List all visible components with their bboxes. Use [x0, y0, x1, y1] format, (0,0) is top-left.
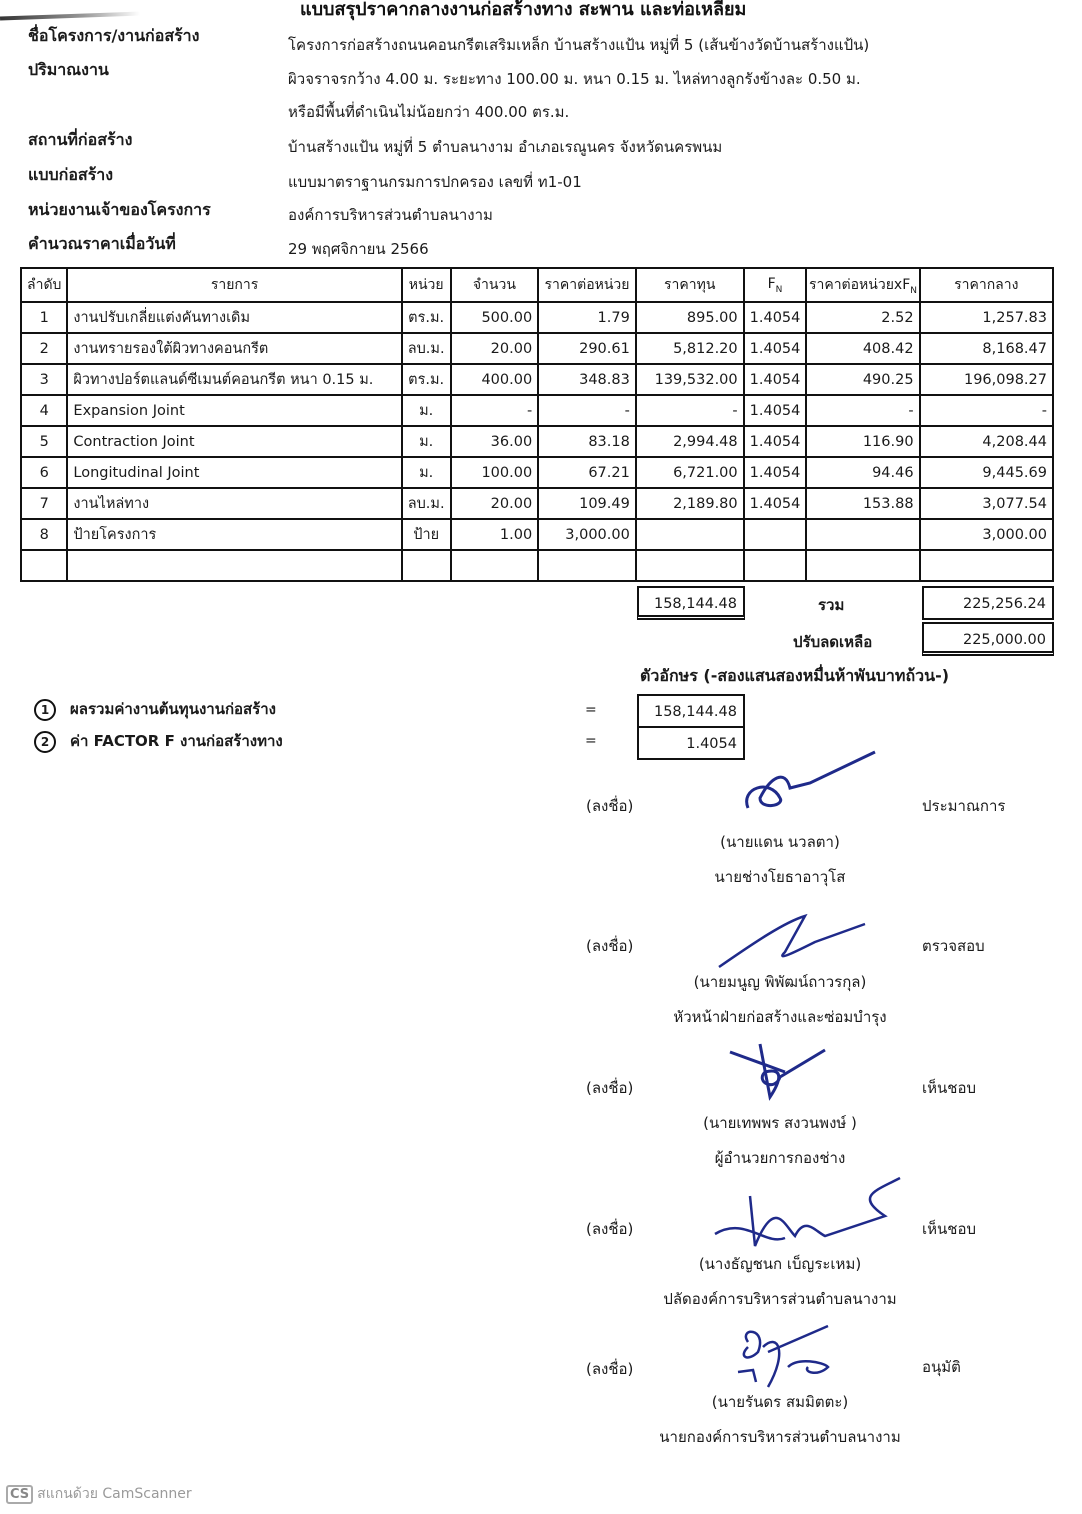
sum-label: รวม — [818, 596, 845, 614]
summary-eq-1: = — [585, 702, 597, 718]
cost-total: 158,144.48 — [637, 586, 745, 620]
header-unit: หน่วย — [402, 268, 451, 302]
table-row — [21, 333, 1053, 364]
camscanner-text: สแกนด้วย CamScanner — [37, 1486, 192, 1502]
cell-cost: 5,812.20 — [636, 333, 744, 364]
cell-cost: 2,189.80 — [636, 488, 744, 519]
field-value-quantity: ผิวจราจรกว้าง 4.00 ม. ระยะทาง 100.00 ม. หนา 0.15 ม. ไหล่ทางลูกรังข้างละ 0.50 ม. — [288, 70, 861, 88]
signature-3-name: (นายเทพพร สงวนพงษ์ ) — [703, 1114, 857, 1132]
cell-unit: ม. — [402, 426, 451, 457]
signature-1-name: (นายแดน นวลตา) — [720, 833, 840, 851]
cell-unit-price-fn — [806, 550, 919, 581]
cell-qty: 20.00 — [451, 333, 539, 364]
cell-median: 4,208.44 — [920, 426, 1053, 457]
header-cost: ราคาทุน — [636, 268, 744, 302]
table-row — [21, 426, 1053, 457]
scan-edge-mark — [0, 12, 140, 21]
circled-number-1: 1 — [34, 699, 56, 721]
signature-2-name: (นายมนูญ พิพัฒน์ถาวรกุล) — [693, 973, 867, 991]
signature-4-role: เห็นชอบ — [922, 1220, 976, 1238]
cell-no: 4 — [21, 395, 67, 426]
adjusted-label: ปรับลดเหลือ — [793, 633, 873, 651]
cell-no: 5 — [21, 426, 67, 457]
cell-fn: 1.4054 — [744, 488, 807, 519]
header-qty: จำนวน — [451, 268, 539, 302]
cell-unit-price — [538, 550, 636, 581]
cell-unit: ม. — [402, 457, 451, 488]
cell-qty: 36.00 — [451, 426, 539, 457]
field-label-owner: หน่วยงานเจ้าของโครงการ — [28, 200, 211, 219]
field-label-location: สถานที่ก่อสร้าง — [28, 130, 133, 149]
header-unit-price-fn — [806, 268, 919, 302]
cell-no: 2 — [21, 333, 67, 364]
cell-unit: ตร.ม. — [402, 302, 451, 333]
field-value-date: 29 พฤศจิกายน 2566 — [288, 240, 429, 258]
cell-unit: ลบ.ม. — [402, 488, 451, 519]
cell-unit: ป้าย — [402, 519, 451, 550]
header-unit-price-fn-sub: N — [910, 285, 917, 296]
table-row — [21, 519, 1053, 550]
cell-qty: 20.00 — [451, 488, 539, 519]
cost-table — [20, 267, 1054, 582]
field-value-owner: องค์การบริหารส่วนตำบลนางาม — [288, 206, 493, 224]
signature-2-role: ตรวจสอบ — [922, 937, 985, 955]
cell-unit-price-fn: 94.46 — [806, 457, 919, 488]
header-unit-price-fn-text: ราคาต่อหน่วยxF — [808, 277, 911, 293]
cell-unit — [402, 550, 451, 581]
cell-unit-price: 67.21 — [538, 457, 636, 488]
cell-qty — [451, 550, 539, 581]
cell-unit-price-fn: 408.42 — [806, 333, 919, 364]
cell-item: งานทรายรองใต้ผิวทางคอนกรีต — [67, 333, 401, 364]
signature-1-role: ประมาณการ — [922, 797, 1006, 815]
summary-item-1-label: ผลรวมค่างานต้นทุนงานก่อสร้าง — [70, 700, 276, 718]
field-value-location: บ้านสร้างแป้น หมู่ที่ 5 ตำบลนางาม อำเภอเรณูนคร จังหวัดนครพนม — [288, 138, 723, 156]
cell-fn: 1.4054 — [744, 333, 807, 364]
document-title: แบบสรุปราคากลางงานก่อสร้างทาง สะพาน และท่อเหลี่ยม — [300, 0, 747, 20]
cell-fn: 1.4054 — [744, 395, 807, 426]
cell-qty: 100.00 — [451, 457, 539, 488]
field-label-project: ชื่อโครงการ/งานก่อสร้าง — [28, 26, 200, 45]
camscanner-logo-icon: CS — [6, 1485, 33, 1504]
table-row — [21, 550, 1053, 581]
cell-cost: 895.00 — [636, 302, 744, 333]
signature-3-role: เห็นชอบ — [922, 1079, 976, 1097]
signature-3-position: ผู้อำนวยการกองช่าง — [714, 1149, 846, 1167]
cell-median — [920, 550, 1053, 581]
cell-no: 1 — [21, 302, 67, 333]
table-row — [21, 488, 1053, 519]
cell-unit: ลบ.ม. — [402, 333, 451, 364]
signature-1-position: นายช่างโยธาอาวุโส — [714, 868, 846, 886]
cell-unit-price: 83.18 — [538, 426, 636, 457]
sum-value: 225,256.24 — [922, 586, 1054, 620]
signature-4-scribble — [705, 1176, 905, 1256]
cell-cost: - — [636, 395, 744, 426]
cell-median: 8,168.47 — [920, 333, 1053, 364]
signature-2-prefix: (ลงชื่อ) — [586, 937, 634, 955]
cell-unit-price: - — [538, 395, 636, 426]
cell-unit: ตร.ม. — [402, 364, 451, 395]
circled-number-2: 2 — [34, 731, 56, 753]
signature-3-prefix: (ลงชื่อ) — [586, 1079, 634, 1097]
cell-unit-price-fn: 153.88 — [806, 488, 919, 519]
signature-5-prefix: (ลงชื่อ) — [586, 1360, 634, 1378]
cell-fn — [744, 519, 807, 550]
cell-median: - — [920, 395, 1053, 426]
summary-item-1 — [34, 697, 276, 721]
cell-fn: 1.4054 — [744, 457, 807, 488]
header-fn — [744, 268, 807, 302]
header-fn-text: F — [767, 275, 776, 292]
cell-no: 6 — [21, 457, 67, 488]
signature-5-position: นายกองค์การบริหารส่วนตำบลนางาม — [659, 1428, 901, 1446]
cell-unit-price: 290.61 — [538, 333, 636, 364]
signature-1-prefix: (ลงชื่อ) — [586, 797, 634, 815]
summary-item-2-label: ค่า FACTOR F งานก่อสร้างทาง — [70, 732, 283, 750]
signature-4-position: ปลัดองค์การบริหารส่วนตำบลนางาม — [663, 1290, 897, 1308]
cell-cost — [636, 519, 744, 550]
cell-no: 3 — [21, 364, 67, 395]
cell-no — [21, 550, 67, 581]
cell-item: Longitudinal Joint — [67, 457, 401, 488]
cell-median: 3,000.00 — [920, 519, 1053, 550]
summary-value-1: 158,144.48 — [637, 694, 745, 728]
cell-median: 9,445.69 — [920, 457, 1053, 488]
cell-item: งานปรับเกลี่ยแต่งคันทางเดิม — [67, 302, 401, 333]
table-header-row — [21, 268, 1053, 302]
field-value-design: แบบมาตราฐานกรมการปกครอง เลขที่ ท1-01 — [288, 173, 582, 191]
cell-unit: ม. — [402, 395, 451, 426]
cell-unit-price-fn — [806, 519, 919, 550]
signature-3-scribble — [725, 1042, 835, 1102]
cell-item: งานไหล่ทาง — [67, 488, 401, 519]
signature-5-role: อนุมัติ — [922, 1358, 961, 1376]
header-fn-sub: N — [775, 284, 783, 295]
summary-item-2 — [34, 729, 283, 753]
signature-5-name: (นายรันดร สมมิตตะ) — [711, 1393, 849, 1411]
cell-unit-price-fn: 2.52 — [806, 302, 919, 333]
table-row — [21, 457, 1053, 488]
cell-unit-price: 109.49 — [538, 488, 636, 519]
cell-item: ป้ายโครงการ — [67, 519, 401, 550]
cell-qty: 1.00 — [451, 519, 539, 550]
field-value-project: โครงการก่อสร้างถนนคอนกรีตเสริมเหล็ก บ้านสร้างแป้น หมู่ที่ 5 (เส้นข้างวัดบ้านสร้างแป้น) — [288, 36, 870, 54]
cell-cost: 6,721.00 — [636, 457, 744, 488]
field-label-design: แบบก่อสร้าง — [28, 165, 114, 184]
amount-in-words: ตัวอักษร (-สองแสนสองหมื่นห้าพันบาทถ้วน-) — [640, 666, 950, 685]
cell-median: 196,098.27 — [920, 364, 1053, 395]
signature-4-prefix: (ลงชื่อ) — [586, 1220, 634, 1238]
field-label-date: คำนวณราคาเมื่อวันที่ — [28, 234, 176, 253]
header-item: รายการ — [67, 268, 401, 302]
cell-item — [67, 550, 401, 581]
cell-unit-price-fn: 490.25 — [806, 364, 919, 395]
adjusted-value: 225,000.00 — [922, 622, 1054, 656]
field-label-quantity: ปริมาณงาน — [28, 60, 109, 79]
header-unit-price: ราคาต่อหน่วย — [538, 268, 636, 302]
cell-item: ผิวทางปอร์ตแลนด์ซีเมนต์คอนกรีต หนา 0.15 ม. — [67, 364, 401, 395]
signature-1-scribble — [740, 748, 880, 818]
signature-2-scribble — [715, 912, 875, 972]
cell-unit-price-fn: 116.90 — [806, 426, 919, 457]
summary-value-2: 1.4054 — [637, 726, 745, 760]
cell-qty: 400.00 — [451, 364, 539, 395]
signature-4-name: (นางธัญชนก เบ็ญระเหม) — [698, 1255, 862, 1273]
cell-no: 8 — [21, 519, 67, 550]
cell-fn — [744, 550, 807, 581]
table-row — [21, 302, 1053, 333]
cell-fn: 1.4054 — [744, 302, 807, 333]
cell-cost: 2,994.48 — [636, 426, 744, 457]
cell-qty: - — [451, 395, 539, 426]
table-row — [21, 395, 1053, 426]
cell-median: 1,257.83 — [920, 302, 1053, 333]
field-value-quantity-area: หรือมีพื้นที่ดำเนินไม่น้อยกว่า 400.00 ตร.ม. — [288, 103, 570, 121]
cell-cost: 139,532.00 — [636, 364, 744, 395]
camscanner-watermark — [6, 1483, 192, 1505]
cell-unit-price-fn: - — [806, 395, 919, 426]
table-row — [21, 364, 1053, 395]
cell-item: Contraction Joint — [67, 426, 401, 457]
cell-unit-price: 348.83 — [538, 364, 636, 395]
signature-5-scribble — [728, 1322, 838, 1392]
cell-unit-price: 1.79 — [538, 302, 636, 333]
cell-cost — [636, 550, 744, 581]
header-no: ลำดับ — [21, 268, 67, 302]
cell-unit-price: 3,000.00 — [538, 519, 636, 550]
summary-eq-2: = — [585, 733, 597, 749]
cell-qty: 500.00 — [451, 302, 539, 333]
cell-item: Expansion Joint — [67, 395, 401, 426]
signature-2-position: หัวหน้าฝ่ายก่อสร้างและซ่อมบำรุง — [673, 1008, 887, 1026]
cell-fn: 1.4054 — [744, 364, 807, 395]
header-median: ราคากลาง — [920, 268, 1053, 302]
cell-median: 3,077.54 — [920, 488, 1053, 519]
cell-fn: 1.4054 — [744, 426, 807, 457]
cell-no: 7 — [21, 488, 67, 519]
